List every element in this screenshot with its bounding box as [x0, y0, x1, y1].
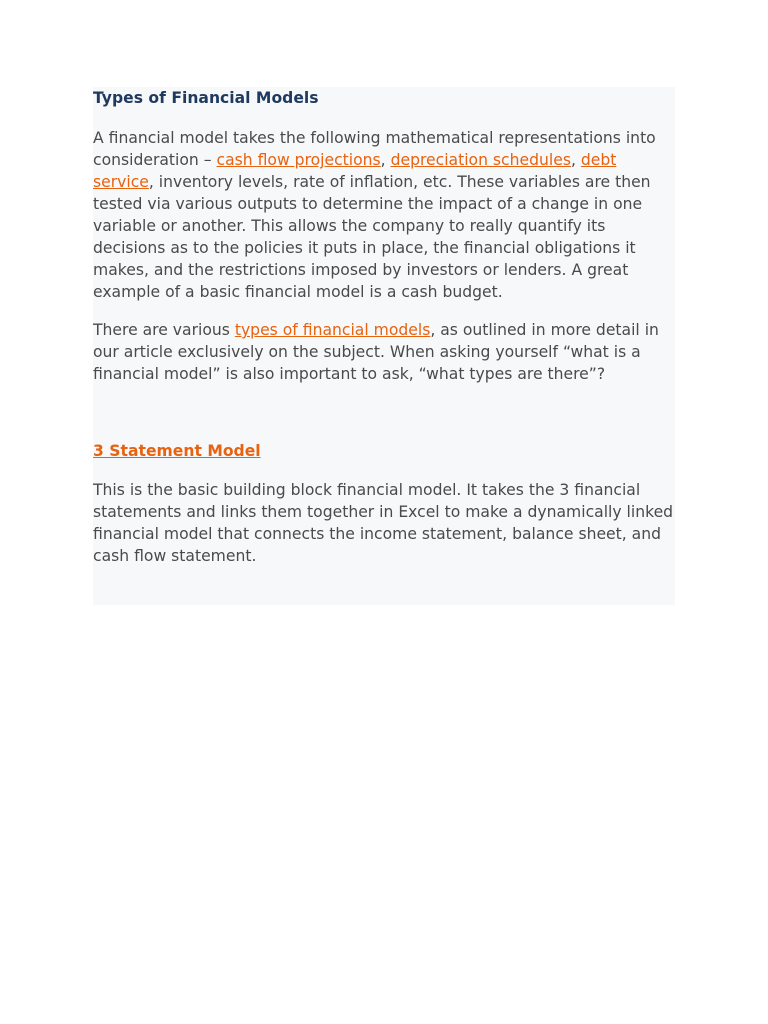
intro-text-after: , inventory levels, rate of inflation, etc. These variables are then tested via various outputs to determine the impact of a change in one variable or another. This allows the company to really quantify its decisions as to the policies it puts in place, the financial obligations it makes, and the restrictions imposed by investors or lenders. A great example of a basic financial model is a cash budget. [93, 173, 651, 301]
article-title: Types of Financial Models [93, 89, 319, 107]
intro-separator-1: , [380, 151, 391, 169]
types-text-before: There are various [93, 321, 235, 339]
cash-flow-projections-link[interactable]: cash flow projections [216, 151, 381, 169]
intro-paragraph [93, 127, 675, 303]
section-heading-link-wrapper [93, 440, 261, 462]
depreciation-schedules-link[interactable]: depreciation schedules [390, 151, 571, 169]
types-paragraph [93, 319, 675, 385]
types-text-after: , as outlined in more detail in our article exclusively on the subject. When asking yourself “what is a financial model” is also important to ask, “what types are there”? [93, 321, 659, 383]
article-content-block [93, 87, 675, 605]
debt-service-link[interactable]: debt service [93, 151, 617, 191]
three-statement-model-link[interactable]: 3 Statement Model [93, 442, 261, 460]
three-statement-paragraph: This is the basic building block financial model. It takes the 3 financial statements and links them together in Excel to make a dynamically linked financial model that connects the income statement, balance sheet, and cash flow statement. [93, 481, 674, 565]
intro-text-before: A financial model takes the following mathematical representations into consideration – [93, 129, 656, 169]
intro-separator-2: , [570, 151, 581, 169]
types-of-financial-models-link[interactable]: types of financial models [234, 321, 431, 339]
